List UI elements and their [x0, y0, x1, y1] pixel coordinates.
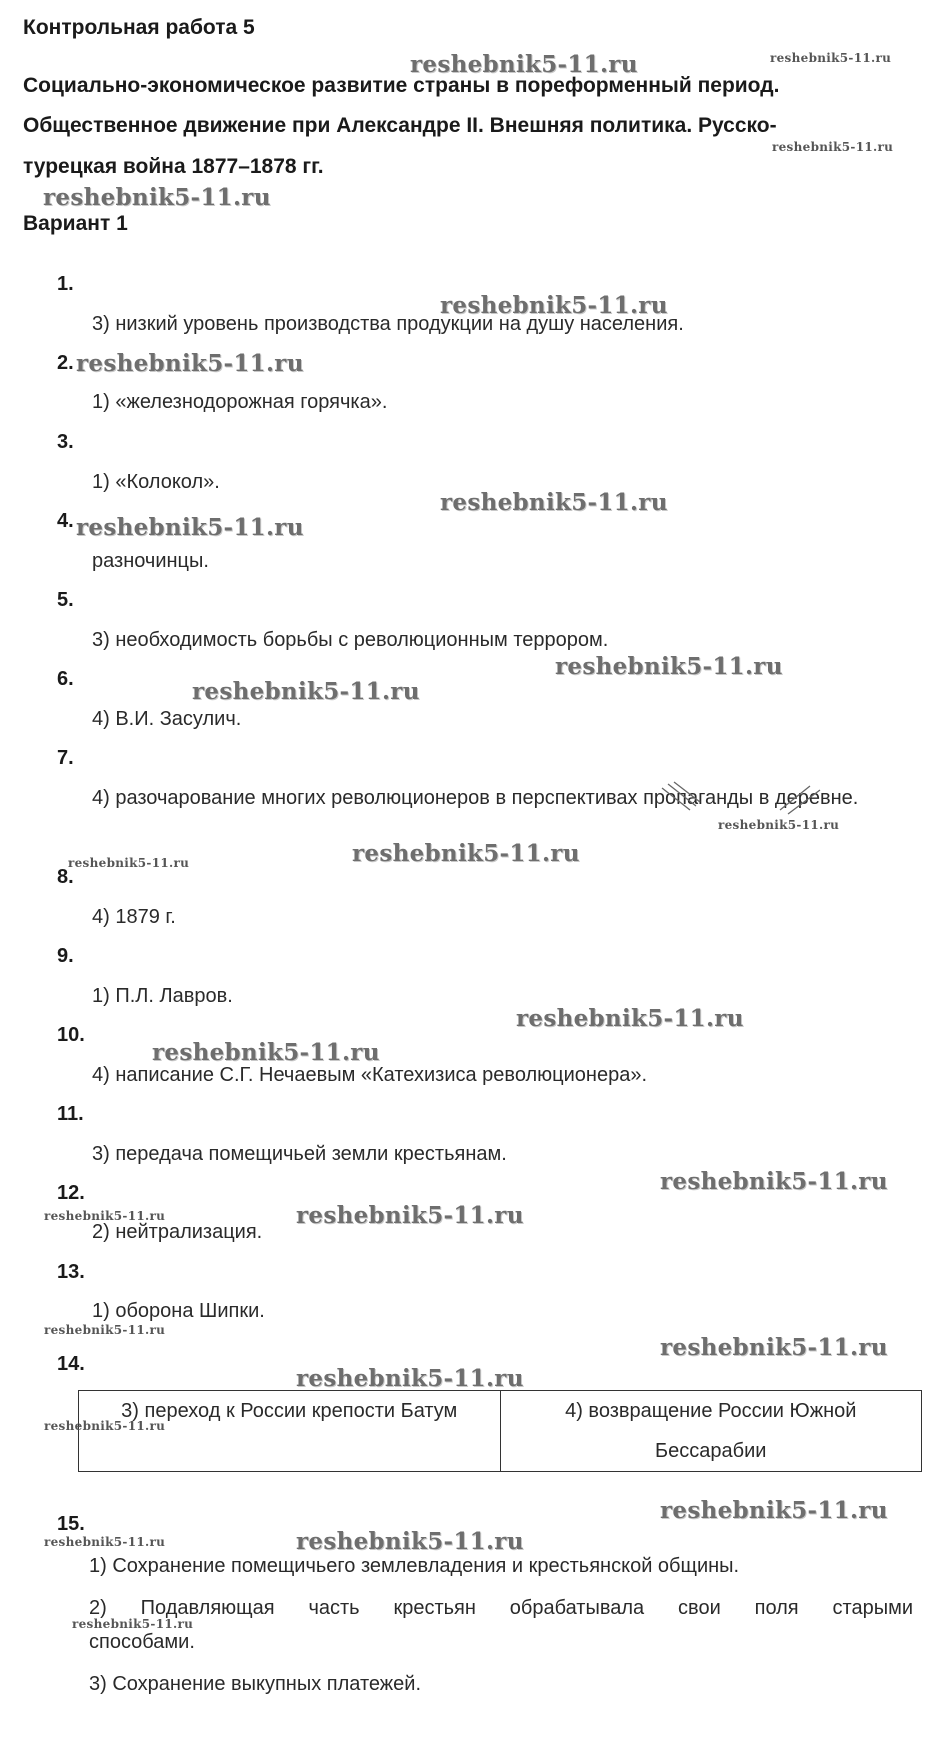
answer-number: 2. — [57, 352, 74, 374]
answer-text: 3) передача помещичьей земли крестьянам. — [92, 1143, 507, 1165]
answer-text: 2) нейтрализация. — [92, 1221, 263, 1243]
answer-number: 11. — [57, 1103, 84, 1125]
watermark: reshebnik5-11.ru — [660, 1334, 888, 1361]
watermark: reshebnik5-11.ru — [296, 1365, 524, 1392]
watermark: reshebnik5-11.ru — [440, 292, 668, 319]
watermark: reshebnik5-11.ru — [296, 1528, 524, 1555]
watermark: reshebnik5-11.ru — [44, 1419, 166, 1433]
watermark: reshebnik5-11.ru — [68, 856, 190, 870]
watermark: reshebnik5-11.ru — [660, 1168, 888, 1195]
watermark: reshebnik5-11.ru — [76, 350, 304, 377]
topic-line-3: турецкая война 1877–1878 гг. — [23, 155, 324, 178]
watermark: reshebnik5-11.ru — [410, 51, 638, 78]
answer-text: 4) написание С.Г. Нечаевым «Катехизиса революционера». — [92, 1064, 648, 1086]
watermark: reshebnik5-11.ru — [296, 1202, 524, 1229]
answer-number: 7. — [57, 747, 74, 769]
watermark: reshebnik5-11.ru — [44, 1323, 166, 1337]
answer-number: 10. — [57, 1024, 85, 1046]
topic-line-2: Общественное движение при Александре II. Внешняя политика. Русско- — [23, 114, 777, 137]
answer-number: 12. — [57, 1182, 85, 1204]
answer-text: 4) разочарование многих революционеров в перспективах пропаганды в деревне. — [92, 787, 859, 809]
answer-number: 6. — [57, 668, 74, 690]
watermark: reshebnik5-11.ru — [772, 140, 894, 154]
watermark: reshebnik5-11.ru — [660, 1497, 888, 1524]
watermark: reshebnik5-11.ru — [43, 184, 271, 211]
answer-number: 15. — [57, 1513, 85, 1535]
answer-text: разночинцы. — [92, 550, 209, 572]
answer-15-item-1: 1) Сохранение помещичьего землевладения и крестьянской общины. — [89, 1555, 740, 1577]
answer-text: 3) низкий уровень производства продукции на душу населения. — [92, 313, 684, 335]
answer-text: 4) В.И. Засулич. — [92, 708, 242, 730]
watermark: reshebnik5-11.ru — [555, 653, 783, 680]
watermark: reshebnik5-11.ru — [770, 51, 892, 65]
answer-text: 3) необходимость борьбы с революционным террором. — [92, 629, 609, 651]
watermark: reshebnik5-11.ru — [718, 818, 840, 832]
answer-number: 4. — [57, 510, 74, 532]
answer-text: 4) 1879 г. — [92, 906, 176, 928]
answer-number: 5. — [57, 589, 74, 611]
watermark: reshebnik5-11.ru — [72, 1617, 194, 1631]
watermark: reshebnik5-11.ru — [44, 1209, 166, 1223]
table-cell: 3) переход к России крепости Батум — [79, 1391, 501, 1472]
answer-text: 1) «железнодорожная горячка». — [92, 391, 388, 413]
answer-number: 13. — [57, 1261, 85, 1283]
answer-number: 3. — [57, 431, 74, 453]
answer-number: 9. — [57, 945, 74, 967]
answer-text: 1) «Колокол». — [92, 471, 220, 493]
table-row — [79, 1391, 922, 1472]
table-cell: 4) возвращение России Южной Бессарабии — [500, 1391, 922, 1472]
answer-number: 14. — [57, 1353, 85, 1375]
variant-label: Вариант 1 — [23, 212, 128, 235]
document-title: Контрольная работа 5 — [23, 16, 255, 39]
answer-number: 1. — [57, 273, 74, 295]
answer-14-table — [78, 1390, 922, 1472]
watermark: reshebnik5-11.ru — [192, 678, 420, 705]
answer-15-item-3: 3) Сохранение выкупных платежей. — [89, 1673, 422, 1695]
watermark: reshebnik5-11.ru — [76, 514, 304, 541]
watermark: reshebnik5-11.ru — [152, 1039, 380, 1066]
answer-text: 1) оборона Шипки. — [92, 1300, 265, 1322]
topic-line-1: Социально-экономическое развитие страны в пореформенный период. — [23, 74, 780, 97]
watermark: reshebnik5-11.ru — [44, 1535, 166, 1549]
answer-15-item-2: 2) Подавляющая часть крестьян обрабатывала свои поля старыми — [89, 1597, 913, 1619]
answer-15-item-2-continued: способами. — [89, 1631, 195, 1653]
answer-text: 1) П.Л. Лавров. — [92, 985, 233, 1007]
watermark: reshebnik5-11.ru — [440, 489, 668, 516]
watermark: reshebnik5-11.ru — [352, 840, 580, 867]
answer-number: 8. — [57, 866, 74, 888]
scribble-mark — [660, 780, 830, 820]
watermark: reshebnik5-11.ru — [516, 1005, 744, 1032]
